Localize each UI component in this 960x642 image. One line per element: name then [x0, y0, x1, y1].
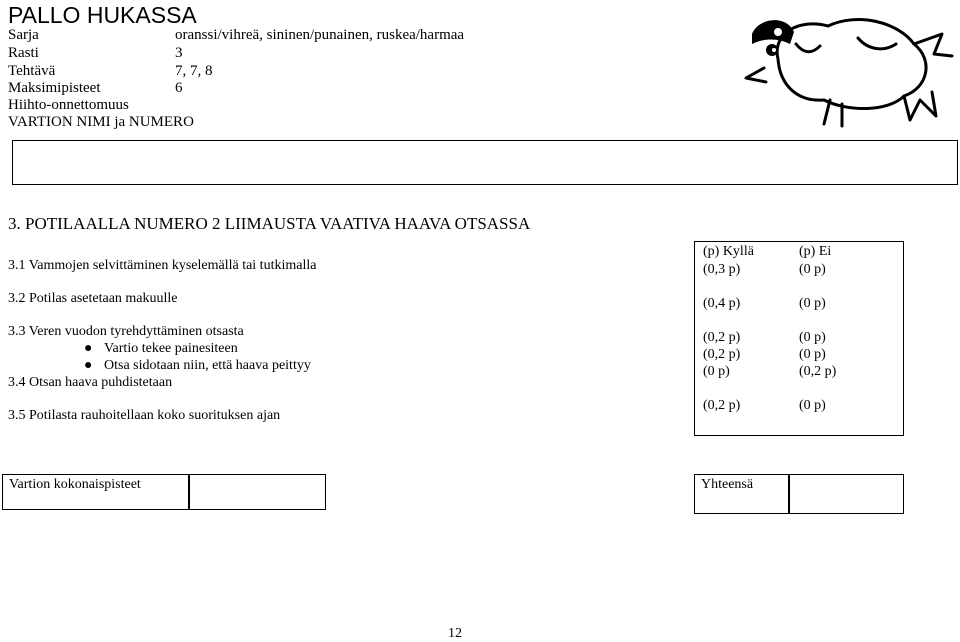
bullet-icon: ● [84, 341, 93, 356]
max-points-label: Maksimipisteet [8, 80, 101, 96]
series-value: oranssi/vihreä, sininen/punainen, ruskea/harmaa [175, 27, 465, 43]
sub-item-bandage-forehead: Otsa sidotaan niin, että haava peittyy [104, 358, 311, 373]
score-yes-3-5[interactable]: (0,2 p) [703, 398, 741, 413]
task-value: 7, 7, 8 [175, 63, 213, 79]
score-header-yes: (p) Kyllä [703, 244, 754, 259]
checkpoint-label: Rasti [8, 45, 39, 61]
score-yes-pressure-bandage[interactable]: (0,2 p) [703, 330, 741, 345]
sum-field[interactable] [788, 474, 904, 514]
sum-label-box [694, 474, 790, 514]
patrol-name-label: VARTION NIMI ja NUMERO [8, 114, 194, 130]
sub-item-pressure-bandage: Vartio tekee painesiteen [104, 341, 238, 356]
bullet-icon: ● [84, 358, 93, 373]
score-header-no: (p) Ei [799, 244, 832, 259]
page-number: 12 [448, 626, 462, 641]
item-3-4: 3.4 Otsan haava puhdistetaan [8, 375, 173, 390]
score-yes-3-4[interactable]: (0 p) [703, 364, 730, 379]
task-label: Tehtävä [8, 63, 56, 79]
item-3-5: 3.5 Potilasta rauhoitellaan koko suorituksen ajan [8, 408, 281, 423]
total-points-field[interactable] [188, 474, 326, 510]
score-yes-bandage-forehead[interactable]: (0,2 p) [703, 347, 741, 362]
checkpoint-value: 3 [175, 45, 183, 61]
item-3-3: 3.3 Veren vuodon tyrehdyttäminen otsasta [8, 324, 244, 339]
item-3-1: 3.1 Vammojen selvittäminen kyselemällä tai tutkimalla [8, 258, 317, 273]
total-points-label: Vartion kokonaispisteet [9, 477, 141, 492]
score-no-3-5[interactable]: (0 p) [799, 398, 826, 413]
score-yes-3-2[interactable]: (0,4 p) [703, 296, 741, 311]
score-no-pressure-bandage[interactable]: (0 p) [799, 330, 826, 345]
score-no-3-4[interactable]: (0,2 p) [799, 364, 837, 379]
total-points-label-box [2, 474, 190, 510]
page-title: PALLO HUKASSA [8, 2, 197, 28]
mascot-illustration [738, 4, 958, 128]
item-3-2: 3.2 Potilas asetetaan makuulle [8, 291, 178, 306]
score-no-3-2[interactable]: (0 p) [799, 296, 826, 311]
series-label: Sarja [8, 27, 39, 43]
scenario-label: Hiihto-onnettomuus [8, 97, 129, 113]
task-title: 3. POTILAALLA NUMERO 2 LIIMAUSTA VAATIVA HAAVA OTSASSA [8, 214, 531, 233]
score-table [694, 241, 904, 436]
score-no-bandage-forehead[interactable]: (0 p) [799, 347, 826, 362]
score-no-3-1[interactable]: (0 p) [799, 262, 826, 277]
max-points-value: 6 [175, 80, 183, 96]
sum-label: Yhteensä [701, 477, 754, 492]
score-yes-3-1[interactable]: (0,3 p) [703, 262, 741, 277]
patrol-name-input[interactable] [12, 140, 958, 185]
